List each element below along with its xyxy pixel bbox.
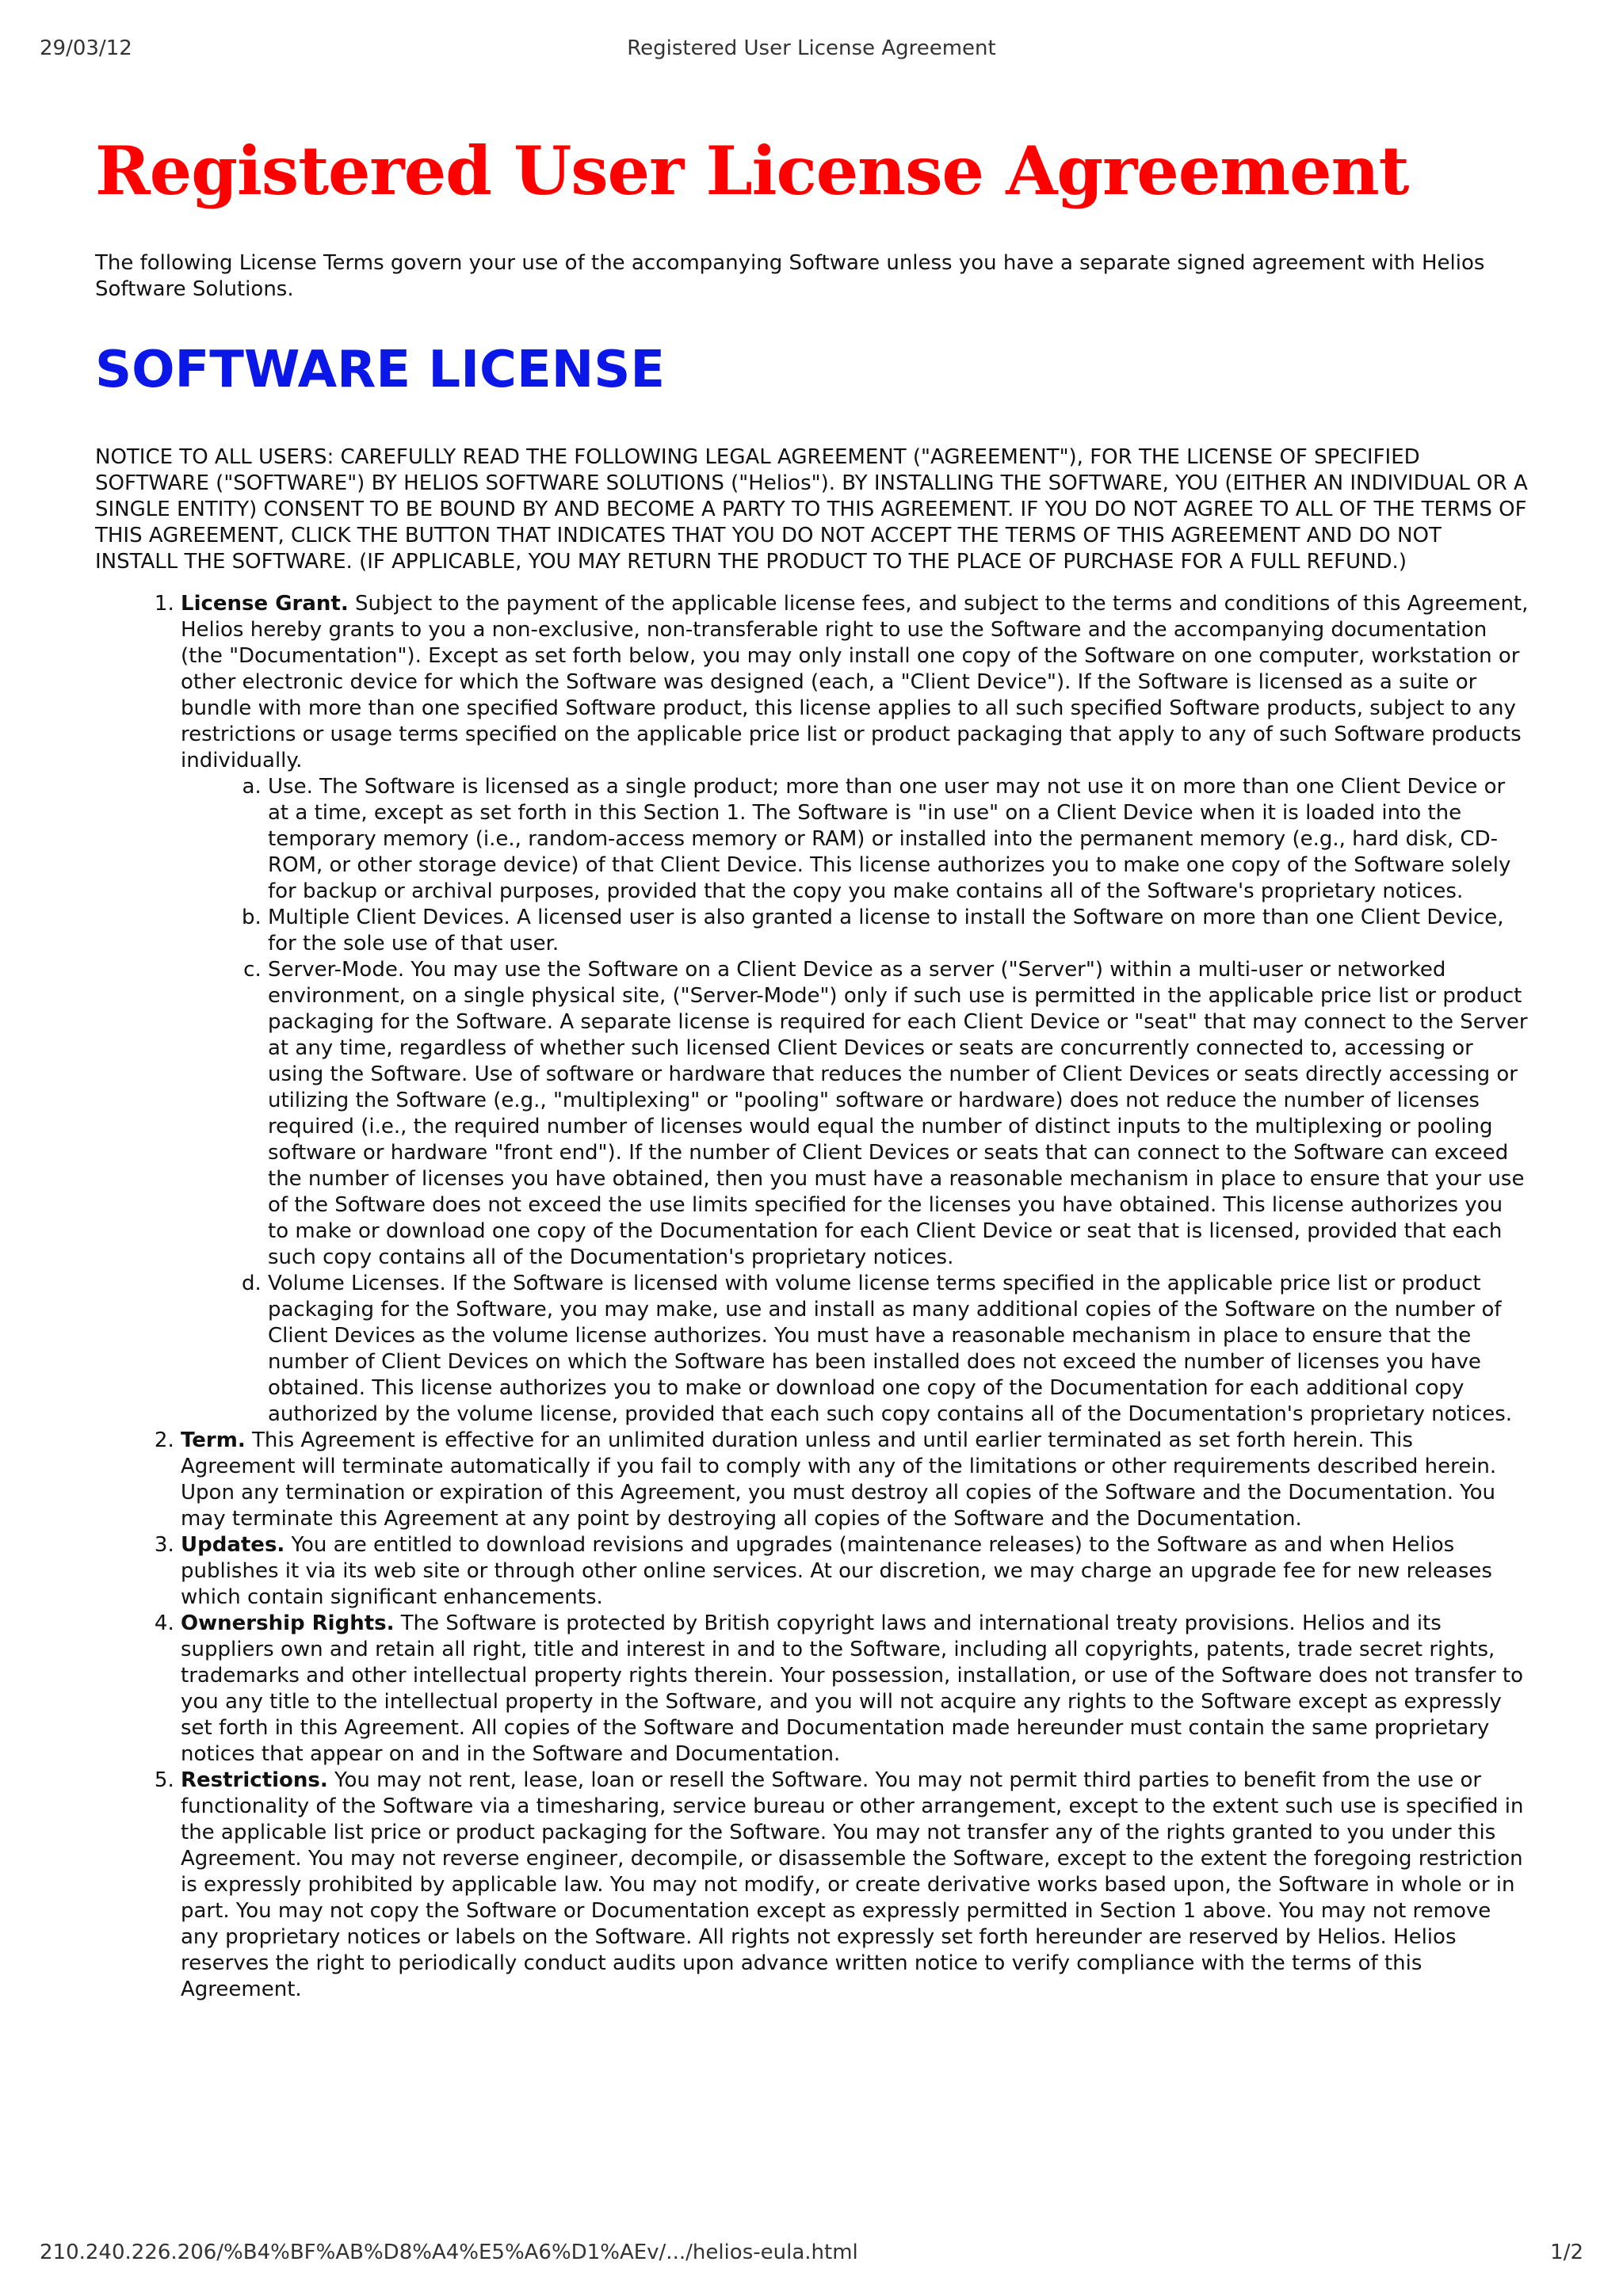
clause-text: You are entitled to download revisions and upgrades (maintenance releases) to the Software as and when Helios publishes it via its web site or through other online services. At our discretion, we may charge an upgrade fee for new releases which contain significant enhancements. xyxy=(181,1532,1492,1609)
clause-ownership-rights xyxy=(181,1611,1529,1768)
clause-heading: Term. xyxy=(181,1428,246,1452)
document-title: Registered User License Agreement xyxy=(95,132,1409,210)
clause-text: This Agreement is effective for an unlimited duration unless and until earlier terminated as set forth herein. This Agreement will terminate automatically if you fail to comply with any of the limitations or other requirements described herein. Upon any termination or expiration of this Agreement, you must destroy all copies of the Software and the Documentation. You may terminate this Agreement at any point by destroying all copies of the Software and the Documentation. xyxy=(181,1428,1497,1531)
clause-heading: License Grant. xyxy=(181,591,349,616)
subclause-multiple-client-devices: b. Multiple Client Devices. A licensed user is also granted a license to install the Software on more than one Client Device, for the sole use of that user. xyxy=(268,905,1529,957)
notice-paragraph: NOTICE TO ALL USERS: CAREFULLY READ THE FOLLOWING LEGAL AGREEMENT ("AGREEMENT"), FOR THE LICENSE OF SPECIFIED SOFTWARE ("SOFTWARE") BY HELIOS SOFTWARE SOLUTIONS ("Helios"). BY INSTALLING THE SOFTWARE, YOU (EITHER AN INDIVIDUAL OR A SINGLE ENTITY) CONSENT TO BE BOUND BY AND BECOME A PARTY TO THIS AGREEMENT. IF YOU DO NOT AGREE TO ALL OF THE TERMS OF THIS AGREEMENT, CLICK THE BUTTON THAT INDICATES THAT YOU DO NOT ACCEPT THE TERMS OF THIS AGREEMENT AND DO NOT INSTALL THE SOFTWARE. (IF APPLICABLE, YOU MAY RETURN THE PRODUCT TO THE PLACE OF PURCHASE FOR A FULL REFUND.) xyxy=(95,444,1528,574)
clause-term xyxy=(181,1428,1529,1532)
clause-heading: Updates. xyxy=(181,1532,285,1557)
subclause-server-mode: c. Server-Mode. You may use the Software on a Client Device as a server ("Server") within a multi-user or networked environment, on a single physical site, ("Server-Mode") only if such use is permitted in the applicable price list or product packaging for the Software. A separate license is required for each Client Device or "seat" that may connect to the Server at any time, regardless of whether such licensed Client Devices or seats are concurrently connected to, accessing or using the Software. Use of software or hardware that reduces the number of Client Devices or seats directly accessing or utilizing the Software (e.g., "multiplexing" or "pooling" software or hardware) does not reduce the number of licenses required (i.e., the required number of licenses would equal the number of distinct inputs to the multiplexing or pooling software or hardware "front end"). If the number of Client Devices or seats that can connect to the Software can exceed the number of licenses you have obtained, then you must have a reasonable mechanism in place to ensure that your use of the Software does not exceed the use limits specified for the licenses you have obtained. This license authorizes you to make or download one copy of the Documentation for each Client Device or seat that is licensed, provided that each such copy contains all of the Documentation's proprietary notices. xyxy=(268,957,1529,1271)
clause-updates xyxy=(181,1532,1529,1611)
print-page-number: 1/2 xyxy=(1550,2241,1583,2264)
section-title: SOFTWARE LICENSE xyxy=(95,341,666,400)
clause-text: The Software is protected by British copyright laws and international treaty provisions. Helios and its suppliers own and retain all right, title and interest in and to the Software, including all copyrights, patents, trade secret rights, trademarks and other intellectual property rights therein. Your possession, installation, or use of the Software does not transfer to you any title to the intellectual property in the Software, and you will not acquire any rights to the Software except as expressly set forth in this Agreement. All copies of the Software and Documentation made hereunder must contain the same proprietary notices that appear on and in the Software and Documentation. xyxy=(181,1611,1524,1766)
print-date: 29/03/12 xyxy=(40,36,132,60)
intro-paragraph: The following License Terms govern your use of the accompanying Software unless you have a separate signed agreement with Helios Software Solutions. xyxy=(95,251,1485,302)
clause-text: You may not rent, lease, loan or resell the Software. You may not permit third parties to benefit from the use or functionality of the Software via a timesharing, service bureau or other arrangement, except to the extent such use is specified in the applicable list price or product packaging for the Software. You may not transfer any of the rights granted to you under this Agreement. You may not reverse engineer, decompile, or disassemble the Software, except to the extent the foregoing restriction is expressly prohibited by applicable law. You may not modify, or create derivative works based upon, the Software in whole or in part. You may not copy the Software or Documentation except as expressly permitted in Section 1 above. You may not remove any proprietary notices or labels on the Software. All rights not expressly set forth hereunder are reserved by Helios. Helios reserves the right to periodically conduct audits upon advance written notice to verify compliance with the terms of this Agreement. xyxy=(181,1768,1524,2001)
print-url: 210.240.226.206/%B4%BF%AB%D8%A4%E5%A6%D1%AEv/.../helios-eula.html xyxy=(40,2241,858,2264)
document-content xyxy=(95,132,1529,2003)
print-footer xyxy=(40,2241,1583,2269)
print-header xyxy=(40,36,1583,65)
clause-list xyxy=(95,591,1529,2003)
clause-heading: Ownership Rights. xyxy=(181,1611,395,1635)
clause-license-grant xyxy=(181,591,1529,1428)
subclause-use: a. Use. The Software is licensed as a single product; more than one user may not use it on more than one Client Device or at a time, except as set forth in this Section 1. The Software is "in use" on a Client Device when it is loaded into the temporary memory (i.e., random-access memory or RAM) or installed into the permanent memory (e.g., hard disk, CD-ROM, or other storage device) of that Client Device. This license authorizes you to make one copy of the Software solely for backup or archival purposes, provided that the copy you make contains all of the Software's proprietary notices. xyxy=(268,774,1529,905)
clause-heading: Restrictions. xyxy=(181,1768,328,1792)
clause-restrictions xyxy=(181,1768,1529,2003)
clause-text: Subject to the payment of the applicable license fees, and subject to the terms and conditions of this Agreement, Helios hereby grants to you a non-exclusive, non-transferable right to use the Software and the accompanying documentation (the "Documentation"). Except as set forth below, you may only install one copy of the Software on one computer, workstation or other electronic device for which the Software was designed (each, a "Client Device"). If the Software is licensed as a suite or bundle with more than one specified Software product, this license applies to all such specified Software products, subject to any restrictions or usage terms specified on the applicable price list or product packaging that apply to any of such Software products individually. xyxy=(181,591,1529,772)
print-page-title: Registered User License Agreement xyxy=(627,36,996,60)
subclause-volume-licenses: d. Volume Licenses. If the Software is licensed with volume license terms specified in the applicable price list or product packaging for the Software, you may make, use and install as many additional copies of the Software on the number of Client Devices as the volume license authorizes. You must have a reasonable mechanism in place to ensure that the number of Client Devices on which the Software has been installed does not exceed the number of licenses you have obtained. This license authorizes you to make or download one copy of the Documentation for each additional copy authorized by the volume license, provided that each such copy contains all of the Documentation's proprietary notices. xyxy=(268,1271,1529,1428)
subclause-list xyxy=(181,774,1529,1428)
